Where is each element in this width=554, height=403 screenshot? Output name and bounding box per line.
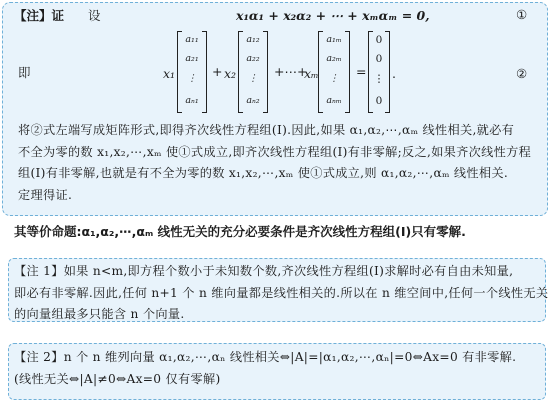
vector-2-cell: a₁₂ (246, 34, 260, 45)
column-vector-m (318, 31, 350, 113)
zero-cell: 0 (375, 53, 383, 65)
vector-1-cell: a₁₁ (185, 34, 199, 45)
plus-sign: + (212, 64, 223, 79)
equation-1: x₁α₁ + x₂α₂ + ⋯ + xₘαₘ = 0, (236, 8, 430, 23)
zero-vector (368, 31, 390, 113)
proof-line: 定理得证. (18, 187, 73, 202)
vector-m-cell: aₙₘ (326, 95, 342, 106)
note-2-text (14, 347, 534, 390)
note-1-line: 即必有非零解.因此,任何 n+1 个 n 维向量都是线性相关的.所以在 n 维空间中,任何一个线性无关 (14, 285, 549, 300)
coef-1: x₁ (163, 66, 176, 81)
vector-1-cell: a₂₁ (185, 53, 199, 64)
note-1-text (14, 261, 549, 326)
proof-line: 将②式左端写成矩阵形式,即得齐次线性方程组(Ⅰ).因此,如果 α₁,α₂,⋯,αₘ 线性相关,就必有 (18, 123, 515, 137)
proof-paragraph (18, 120, 538, 206)
note-2-line: 【注 2】n 个 n 维列向量 α₁,α₂,⋯,αₙ 线性相关⇔|A|=|α₁,α₂,⋯,αₙ|=0⇔Ax=0 有非零解. (14, 350, 517, 364)
note-1-line: 的向量组最多只能含 n 个向量. (14, 307, 185, 321)
zero-cell: 0 (375, 95, 383, 107)
let-word: 设 (88, 8, 101, 23)
namely-word: 即 (18, 65, 31, 80)
plus-dots: +⋯+ (274, 64, 308, 79)
proof-line: 不全为零的数 x₁,x₂,⋯,xₘ 使①式成立,即齐次线性方程组(Ⅰ)有非零解;反之,如果齐次线性方程 (18, 144, 532, 159)
note-2-line: (线性无关⇔|A|≠0⇔Ax=0 仅有零解) (14, 371, 221, 386)
equation-period: . (392, 66, 396, 81)
vector-1-cell: aₙ₁ (185, 95, 199, 106)
vector-m-cell: a₂ₘ (326, 53, 342, 64)
equivalent-proposition: 其等价命题:α₁,α₂,⋯,αₘ 线性无关的充分必要条件是齐次线性方程组(Ⅰ)只有零解. (14, 224, 466, 239)
proof-line: 组(Ⅰ)有非零解,也就是有不全为零的数 x₁,x₂,⋯,xₘ 使①式成立,则 α₁,α₂,⋯,αₘ 线性相关. (18, 166, 509, 180)
vector-m-cell: a₁ₘ (326, 34, 342, 45)
coef-m: xₘ (304, 66, 319, 81)
vector-2-cell: ⋮ (248, 73, 258, 84)
note-1-line: 【注 1】如果 n<m,即方程个数小于未知数个数,齐次线性方程组(Ⅰ)求解时必有自由未知量, (14, 264, 514, 278)
column-vector-1 (177, 31, 207, 113)
equation-1-number: ① (516, 7, 528, 22)
proof-tag: 【注】证 (14, 8, 65, 23)
equation-2-number: ② (516, 66, 528, 81)
vector-1-cell: ⋮ (187, 73, 197, 84)
vector-2-cell: a₂₂ (246, 53, 260, 64)
equals-sign: = (356, 64, 367, 79)
zero-cell: ⋮ (373, 73, 385, 85)
coef-2: x₂ (224, 66, 237, 81)
vector-m-cell: ⋮ (329, 73, 339, 84)
column-vector-2 (238, 31, 268, 113)
zero-cell: 0 (375, 34, 383, 46)
vector-2-cell: aₙ₂ (246, 95, 260, 106)
